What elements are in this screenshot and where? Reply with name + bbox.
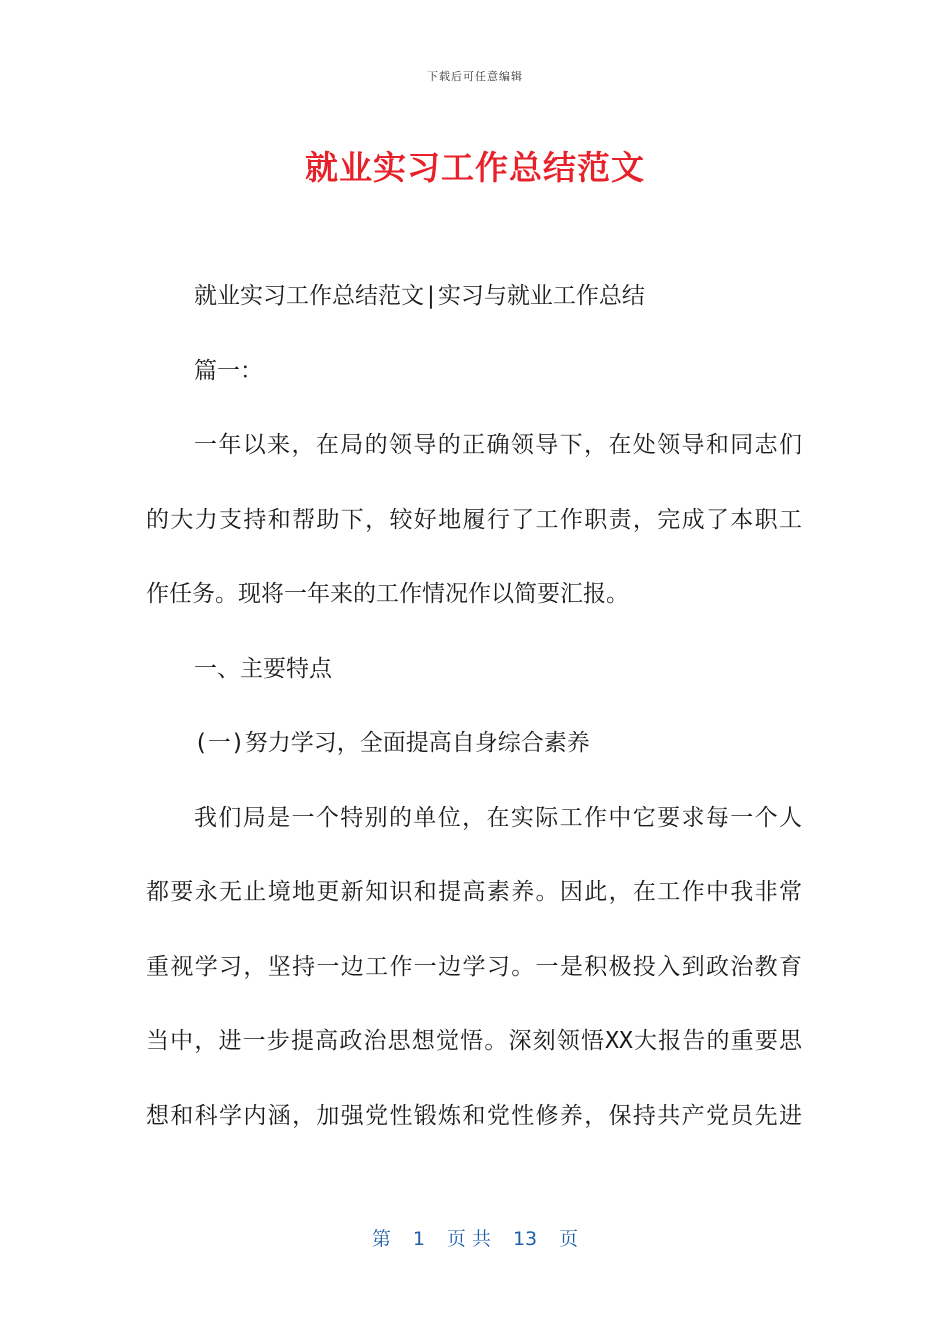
paragraph-line: 重视学习，坚持一边工作一边学习。一是积极投入到政治教育 [146, 953, 802, 980]
paragraph-line: 当中，进一步提高政治思想觉悟。深刻领悟XX大报告的重要思 [146, 1028, 802, 1054]
footer-suffix: 页 [559, 1228, 579, 1250]
section-label: 篇一： [194, 357, 263, 384]
paragraph-line: 我们局是一个特别的单位，在实际工作中它要求每一个人 [194, 804, 802, 831]
document-body [146, 276, 802, 1170]
current-page-number: 1 [412, 1228, 425, 1250]
paragraph-line: 想和科学内涵，加强党性锻炼和党性修养，保持共产党员先进 [146, 1102, 802, 1129]
section-heading: 一、主要特点 [194, 655, 332, 682]
page-footer [0, 1224, 950, 1251]
paragraph-line: 作任务。现将一年来的工作情况作以简要汇报。 [146, 581, 629, 607]
paragraph-line: 一年以来，在局的领导的正确领导下，在处领导和同志们 [194, 432, 802, 458]
paragraph-line: 的大力支持和帮助下，较好地履行了工作职责，完成了本职工 [146, 506, 802, 533]
subtitle-line: 就业实习工作总结范文|实习与就业工作总结 [194, 283, 645, 309]
paragraph-line: 都要永无止境地更新知识和提高素养。因此，在工作中我非常 [146, 879, 802, 905]
document-title: 就业实习工作总结范文 [305, 148, 645, 187]
footer-prefix: 第 [371, 1228, 391, 1250]
total-pages-number: 13 [512, 1228, 538, 1250]
footer-middle: 页 共 [446, 1228, 491, 1250]
subsection-heading: (一)努力学习，全面提高自身综合素养 [194, 730, 590, 756]
header-note: 下载后可任意编辑 [427, 70, 523, 83]
